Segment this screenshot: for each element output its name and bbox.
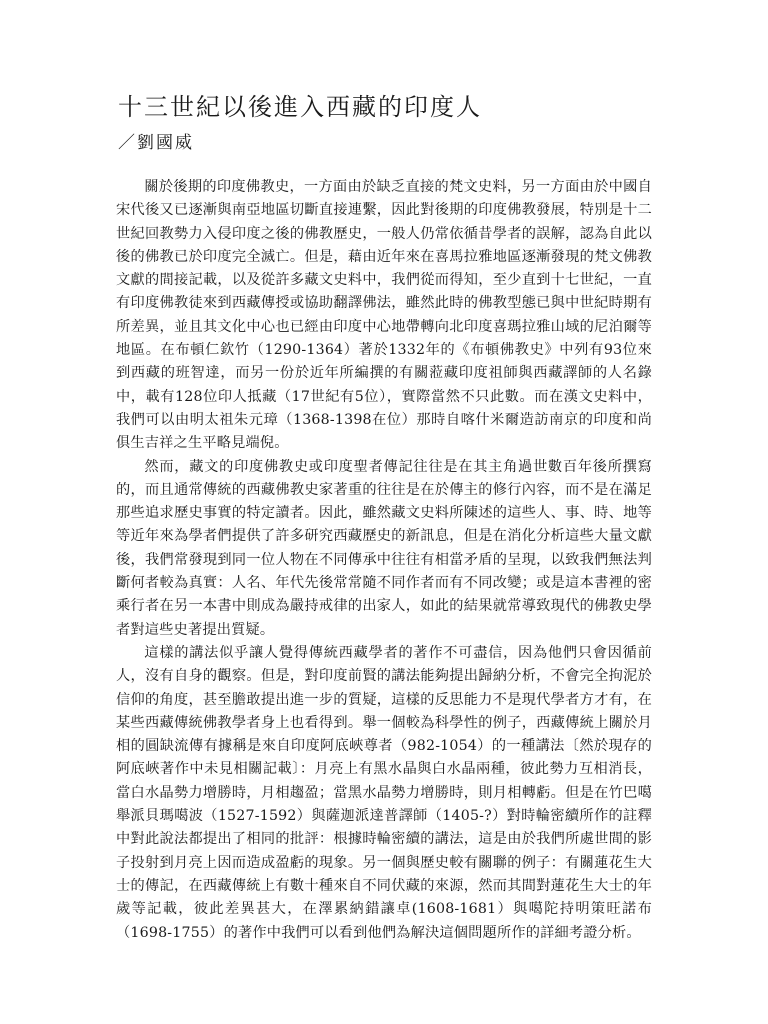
paragraph-2: 然而，藏文的印度佛教史或印度聖者傳記往往是在其主角過世數百年後所撰寫的，而且通常傳統的西藏佛教史家著重的往往是在於傳主的修行內容，而不是在滿足那些追求歷史事實的特定讀者。因此，雖然藏文史料所陳述的這些人、事、時、地等等近年來為學者們提供了許多研究西藏歷史的新訊息，但是在消化分析這些大量文獻後，我們常發現到同一位人物在不同傳承中往往有相當矛盾的呈現，以致我們無法判斷何者較為真實：人名、年代先後常常隨不同作者而有不同改變；或是這本書裡的密乘行者在另一本書中則成為嚴持戒律的出家人，如此的結果就常導致現代的佛教史學者對這些史著提出質疑。 <box>116 458 652 638</box>
paragraph-1: 關於後期的印度佛教史，一方面由於缺乏直接的梵文史料，另一方面由於中國自宋代後又已逐漸與南亞地區切斷直接連繫，因此對後期的印度佛教發展，特別是十二世紀回教勢力入侵印度之後的佛教歷史，一般人仍常依循昔學者的誤解，認為自此以後的佛教已於印度完全滅亡。但是，藉由近年來在喜馬拉雅地區逐漸發現的梵文佛教文獻的間接記載，以及從許多藏文史料中，我們從而得知，至少直到十七世紀，一直有印度佛教徒來到西藏傳授或協助翻譯佛法，雖然此時的佛教型態已與中世紀時期有所差異，並且其文化中心也已經由印度中心地帶轉向北印度喜瑪拉雅山域的尼泊爾等地區。在布頓仁欽竹（1290-1364）著於1332年的《布頓佛教史》中列有93位來到西藏的班智達，而另一份於近年所編撰的有關蒞藏印度祖師與西藏譯師的人名錄中，載有128位印人抵藏（17世紀有5位），實際當然不只此數。而在漢文史料中，我們可以由明太祖朱元璋（1368-1398在位）那時自喀什米爾造訪南京的印度和尚俱生吉祥之生平略見端倪。 <box>116 179 652 452</box>
article-title: 十三世紀以後進入西藏的印度人 <box>118 93 482 121</box>
article-body <box>116 176 652 945</box>
author-byline: ／劉國威 <box>118 133 194 153</box>
paragraph-3: 這樣的講法似乎讓人覺得傳統西藏學者的著作不可盡信，因為他們只會因循前人，沒有自身的觀察。但是，對印度前賢的講法能夠提出歸納分析，不會完全拘泥於信仰的角度，甚至膽敢提出進一步的質疑，這樣的反思能力不是現代學者方才有，在某些西藏傳統佛教學者身上也看得到。舉一個較為科學性的例子，西藏傳統上關於月相的圓缺流傳有據稱是來自印度阿底峽尊者（982-1054）的一種講法〔然於現存的阿底峽著作中未見相關記載〕：月亮上有黑水晶與白水晶兩種，彼此勢力互相消長，當白水晶勢力增勝時，月相趨盈；當黑水晶勢力增勝時，則月相轉虧。但是在竹巴噶舉派貝瑪噶波（1527-1592）與薩迦派達普譯師（1405-?）對時輪密續所作的註釋中對此說法都提出了相同的批評：根據時輪密續的講法，這是由於我們所處世間的影子投射到月亮上因而造成盈虧的現象。另一個與歷史較有關聯的例子：有關蓮花生大士的傳記，在西藏傳統上有數十種來自不同伏藏的來源，然而其間對蓮花生大士的年歲等記載，彼此差異甚大，在澤累納錯讓卓(1608-1681）與噶陀持明策旺諾布（1698-1755）的著作中我們可以看到他們為解決這個問題所作的詳細考證分析。 <box>116 644 652 941</box>
